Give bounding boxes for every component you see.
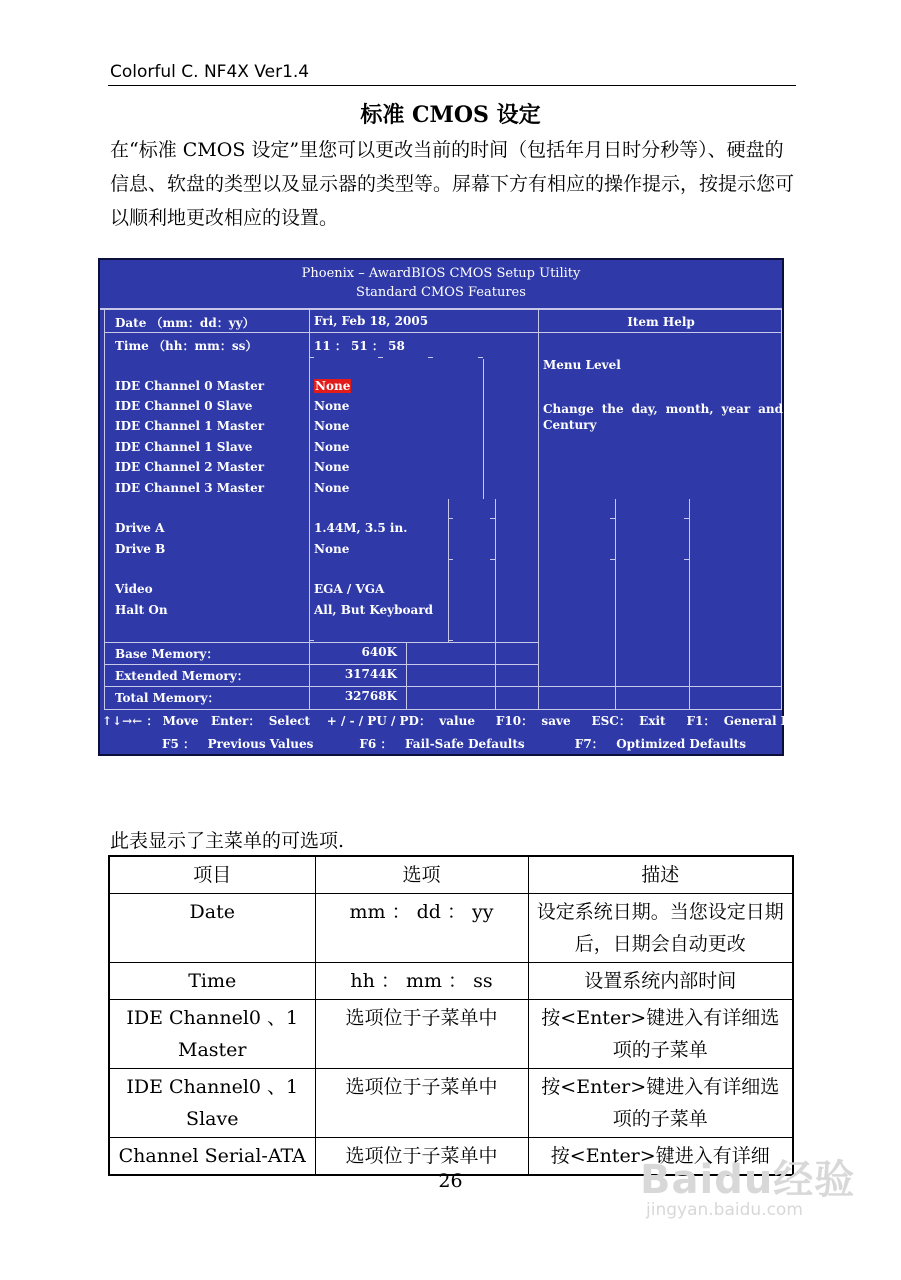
header-option: 选项	[315, 856, 528, 894]
tick-mark	[478, 357, 483, 358]
bios-title: Phoenix – AwardBIOS CMOS Setup Utility	[301, 266, 581, 281]
tick-mark	[448, 559, 453, 560]
row-option: mm ： dd ： yy	[315, 894, 528, 963]
section-title: 标准 CMOS 设定	[360, 102, 541, 128]
tick-mark	[684, 559, 689, 560]
memory-divider	[406, 642, 407, 709]
grid-line	[483, 359, 484, 499]
total-memory-value: 32768K	[344, 689, 397, 703]
table-row	[109, 963, 793, 1000]
header-item: 项目	[109, 856, 315, 894]
section-intro: 在“标准 CMOS 设定”里您可以更改当前的时间（包括年月日时分秒等）、硬盘的信息、软盘的类型以及显示器的类型等。屏幕下方有相应的操作提示，按提示您可以顺利地更改相应的设置。	[110, 139, 795, 229]
drive-a-label: Drive A	[115, 521, 165, 535]
tick-mark	[610, 559, 615, 560]
help-divider	[538, 309, 539, 709]
options-table	[108, 855, 794, 1176]
row-description: 按<Enter>键进入有详细	[528, 1138, 793, 1176]
drive-b-value[interactable]: None	[314, 542, 350, 556]
row-divider	[105, 664, 538, 665]
ide-ch0-slave-value[interactable]: None	[314, 399, 350, 413]
bios-key-legend-1: ↑↓→← ： Move Enter： Select + / - / PU / PD： value F10： save ESC： Exit F1： General Help	[102, 714, 813, 728]
extended-memory-label: Extended Memory：	[115, 669, 249, 683]
total-memory-label: Total Memory：	[115, 691, 220, 705]
time-value[interactable]: 11 ： 51 ： 58	[314, 339, 405, 353]
bios-setup-screen	[98, 258, 813, 756]
bios-subtitle: Standard CMOS Features	[356, 285, 526, 300]
ide-ch3-master-value[interactable]: None	[314, 481, 350, 495]
bios-title-bar	[100, 260, 782, 310]
row-option: 选项位于子菜单中	[315, 1138, 528, 1176]
halt-on-label: Halt On	[115, 603, 168, 617]
baidu-watermark	[640, 1148, 856, 1220]
row-description: 按<Enter>键进入有详细选项的子菜单	[528, 1000, 793, 1069]
header-rule	[108, 85, 796, 86]
tick-mark	[309, 357, 314, 358]
base-memory-label: Base Memory：	[115, 647, 219, 661]
row-option: 选项位于子菜单中	[315, 1069, 528, 1138]
tick-mark	[448, 640, 453, 641]
table-row	[109, 1000, 793, 1069]
ide-ch1-master-label: IDE Channel 1 Master	[115, 419, 265, 433]
tick-mark	[428, 357, 433, 358]
ide-ch2-master-label: IDE Channel 2 Master	[115, 460, 265, 474]
row-item: Channel Serial-ATA	[109, 1138, 315, 1176]
row-description: 设置系统内部时间	[528, 963, 793, 1000]
date-value[interactable]: Fri, Feb 18, 2005	[314, 314, 429, 328]
page-number: 26	[438, 1170, 463, 1192]
bios-key-legend-2: F5 ： Previous Values F6 ： Fail-Safe Defaults F7： Optimized Defaults	[162, 737, 746, 751]
row-option: hh ： mm ： ss	[315, 963, 528, 1000]
drive-b-label: Drive B	[115, 542, 166, 556]
table-caption: 此表显示了主菜单的可选项.	[110, 830, 345, 852]
watermark-logo-text: Baidu经验	[640, 1157, 856, 1203]
row-item: Time	[109, 963, 315, 1000]
row-description: 按<Enter>键进入有详细选项的子菜单	[528, 1069, 793, 1138]
ide-ch0-master-value[interactable]	[314, 379, 351, 393]
menu-level-text: Menu Level	[543, 358, 621, 372]
document-header: Colorful C. NF4X Ver1.4	[110, 62, 310, 82]
ide-ch2-master-value[interactable]: None	[314, 460, 350, 474]
tick-mark	[448, 518, 453, 519]
row-divider	[105, 686, 781, 687]
time-label: Time （hh：mm：ss）	[115, 339, 258, 353]
tick-mark	[309, 640, 314, 641]
video-label: Video	[115, 582, 153, 596]
ide-ch1-slave-value[interactable]: None	[314, 440, 350, 454]
tick-mark	[378, 357, 383, 358]
bios-settings-panel	[104, 308, 782, 710]
tick-mark	[684, 518, 689, 519]
table-header-row	[109, 856, 793, 894]
selected-value-highlight[interactable]: None	[315, 379, 351, 393]
extended-memory-value: 31744K	[344, 667, 397, 681]
ide-ch0-slave-label: IDE Channel 0 Slave	[115, 399, 253, 413]
watermark-url: jingyan.baidu.com	[646, 1200, 803, 1220]
grid-line	[448, 499, 449, 642]
row-divider	[105, 642, 538, 643]
help-description: Change the day, month, year and Century	[543, 402, 783, 432]
halt-on-value[interactable]: All, But Keyboard	[314, 603, 434, 617]
row-description: 设定系统日期。当您设定日期后，日期会自动更改	[528, 894, 793, 963]
grid-line	[615, 499, 616, 709]
grid-line	[689, 499, 690, 709]
item-help-title: Item Help	[627, 315, 695, 329]
base-memory-value: 640K	[361, 645, 397, 659]
row-option: 选项位于子菜单中	[315, 1000, 528, 1069]
row-item: IDE Channel0 、1 Master	[109, 1000, 315, 1069]
video-value[interactable]: EGA / VGA	[314, 582, 385, 596]
tick-mark	[610, 518, 615, 519]
date-label: Date （mm：dd：yy）	[115, 316, 255, 330]
table-row	[109, 1069, 793, 1138]
ide-ch1-master-value[interactable]: None	[314, 419, 350, 433]
row-divider	[105, 332, 781, 333]
row-item: Date	[109, 894, 315, 963]
drive-a-value[interactable]: 1.44M, 3.5 in.	[314, 521, 408, 535]
grid-line	[495, 499, 496, 709]
ide-ch3-master-label: IDE Channel 3 Master	[115, 481, 265, 495]
row-item: IDE Channel0 、1 Slave	[109, 1069, 315, 1138]
tick-mark	[490, 518, 495, 519]
header-description: 描述	[528, 856, 793, 894]
ide-ch0-master-label: IDE Channel 0 Master	[115, 379, 265, 393]
tick-mark	[490, 559, 495, 560]
ide-ch1-slave-label: IDE Channel 1 Slave	[115, 440, 253, 454]
table-row	[109, 894, 793, 963]
